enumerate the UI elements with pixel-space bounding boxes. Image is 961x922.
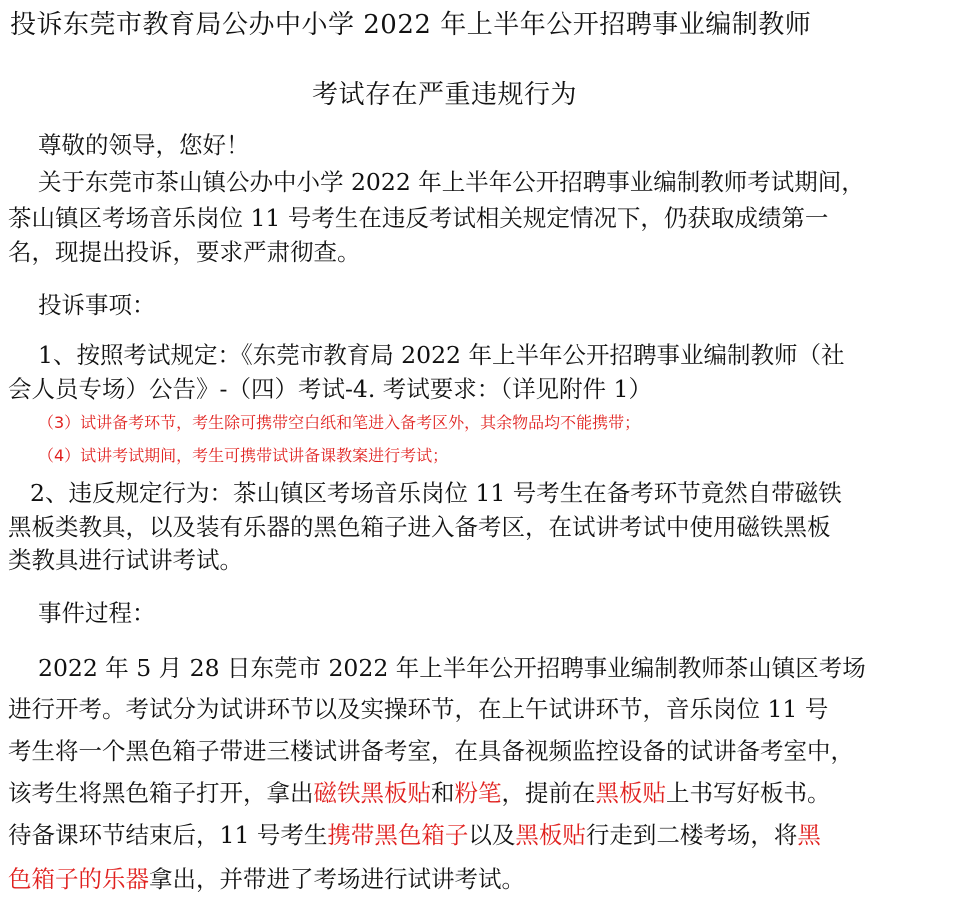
process-line-4-text-c: ，提前在 [501,779,596,807]
highlight-carry-black-box: 携带黑色箱子 [327,821,469,849]
highlight-magnetic-blackboard: 磁铁黑板贴 [313,779,431,807]
highlight-instrument-in-box: 色箱子的乐器 [8,865,149,893]
item-2-line-1: 2、违反规定行为：茶山镇区考场音乐岗位 11 号考生在备考环节竟然自带磁铁 [30,479,842,507]
process-line-6 [8,864,525,894]
rule-4-red: （4）试讲考试期间，考生可携带试讲备课教案进行考试； [38,446,449,465]
process-line-4-text-a: 该考生将黑色箱子打开，拿出 [8,779,314,807]
document-title-line-1: 投诉东莞市教育局公办中小学 2022 年上半年公开招聘事业编制教师 [10,10,812,40]
highlight-chalk: 粉笔 [454,779,502,807]
process-line-4 [8,778,831,808]
process-line-3: 考生将一个黑色箱子带进三楼试讲备考室，在具备视频监控设备的试讲备考室中， [8,737,854,765]
intro-line-3: 名，现提出投诉，要求严肃彻查。 [8,238,361,266]
greeting: 尊敬的领导，您好！ [38,131,250,159]
process-line-4-text-d: 上书写好板书。 [666,779,831,807]
process-line-6-text-a: 拿出，并带进了考场进行试讲考试。 [149,865,525,893]
intro-line-1: 关于东莞市茶山镇公办中小学 2022 年上半年公开招聘事业编制教师考试期间， [38,168,865,196]
intro-line-2: 茶山镇区考场音乐岗位 11 号考生在违反考试相关规定情况下，仍获取成绩第一 [8,204,829,232]
highlight-blackboard-sticker: 黑板贴 [595,779,666,807]
process-line-5-text-a: 待备课环节结束后，11 号考生 [8,821,328,849]
item-2-line-3: 类教具进行试讲考试。 [8,546,243,574]
process-line-4-text-b: 和 [431,779,455,807]
item-2-line-2: 黑板类教具，以及装有乐器的黑色箱子进入备考区，在试讲考试中使用磁铁黑板 [8,513,831,541]
process-line-5 [8,820,821,850]
highlight-blackboard-sticker-2: 黑板贴 [515,821,586,849]
highlight-black-start: 黑 [797,821,821,849]
rule-3-red: （3）试讲备考环节，考生除可携带空白纸和笔进入备考区外，其余物品均不能携带； [38,413,641,432]
process-line-1: 2022 年 5 月 28 日东莞市 2022 年上半年公开招聘事业编制教师茶山镇区考场 [38,654,866,682]
process-line-2: 进行开考。考试分为试讲环节以及实操环节，在上午试讲环节，音乐岗位 11 号 [8,695,829,723]
process-line-5-text-b: 以及 [468,821,516,849]
document-title-line-2: 考试存在严重违规行为 [312,80,578,110]
item-1-line-2: 会人员专场）公告》-（四）考试-4. 考试要求：（详见附件 1） [8,375,652,403]
process-line-5-text-c: 行走到二楼考场，将 [585,821,798,849]
item-1-line-1: 1、按照考试规定：《东莞市教育局 2022 年上半年公开招聘事业编制教师（社 [38,341,845,369]
complaint-heading: 投诉事项： [38,291,156,319]
process-heading: 事件过程： [38,599,156,627]
